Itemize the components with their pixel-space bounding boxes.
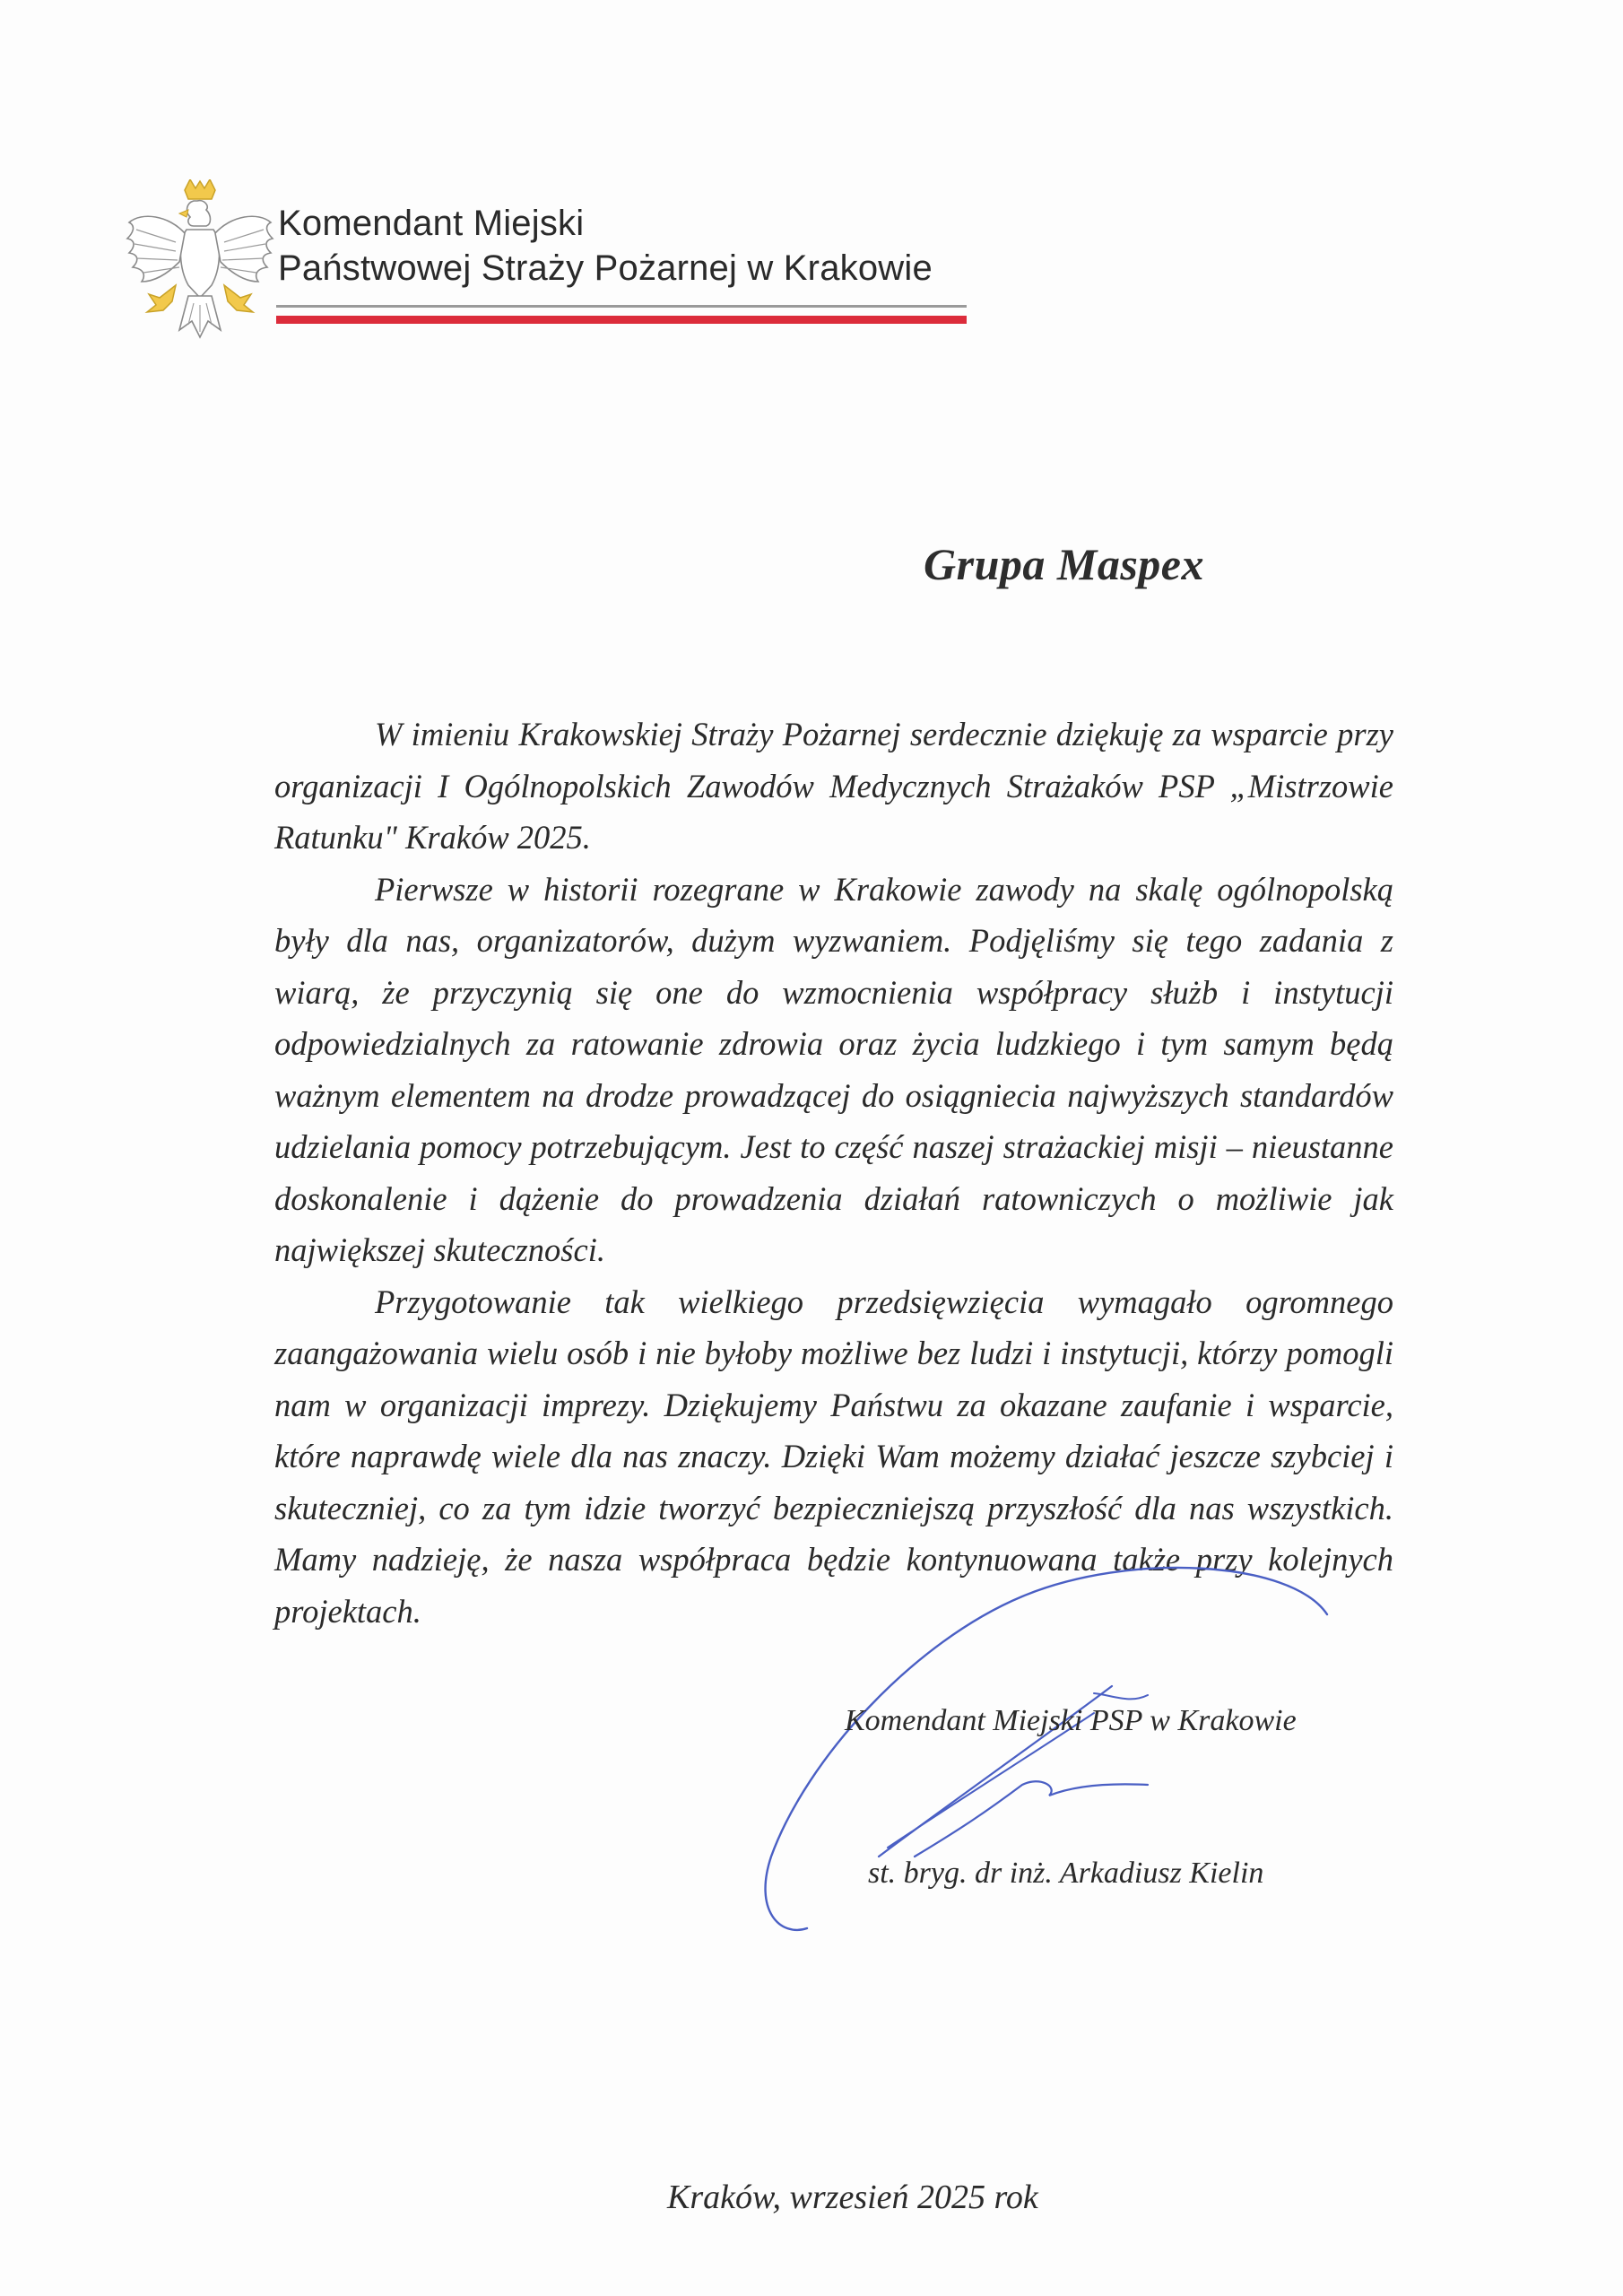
- header-rule-gray: [276, 305, 967, 308]
- institution-header: [278, 201, 933, 291]
- header-title-line1: Komendant Miejski: [278, 204, 585, 243]
- header-rule-red: [276, 316, 967, 324]
- place-and-date: Kraków, wrzesień 2025 rok: [667, 2179, 1038, 2216]
- header-title-line2: Państwowej Straży Pożarnej w Krakowie: [278, 248, 933, 288]
- body-paragraph: Pierwsze w historii rozegrane w Krakowie zawody na skalę ogólnopolską były dla nas, organizatorów, dużym wyzwaniem. Podjęliśmy się tego zadania z wiarą, że przyczynią się one do wzmocnienia współpracy służb i instytucji odpowiedzialnych za ratowanie zdrowia oraz życia ludzkiego i tym samym będą ważnym elementem na drodze prowadzącej do osiągniecia najwyższych standardów udzielania pomocy potrzebującym. Jest to część naszej strażackiej misji – nieustanne doskonalenie i dążenie do prowadzenia działań ratowniczych o możliwie jak największej skuteczności.: [274, 870, 1393, 1268]
- body-paragraph: W imieniu Krakowskiej Straży Pożarnej serdecznie dziękuję za wsparcie przy organizacji I Ogólnopolskich Zawodów Medycznych Strażaków PSP „Mistrzowie Ratunku" Kraków 2025.: [274, 716, 1393, 856]
- signatory-name: st. bryg. dr inż. Arkadiusz Kielin: [868, 1857, 1264, 1890]
- letter-body: [274, 709, 1393, 1637]
- signatory-title: Komendant Miejski PSP w Krakowie: [845, 1704, 1297, 1737]
- polish-eagle-emblem-icon: [124, 179, 276, 345]
- recipient: Grupa Maspex: [924, 539, 1204, 589]
- handwritten-signature: [753, 1561, 1345, 1955]
- body-paragraph: Przygotowanie tak wielkiego przedsięwzięcia wymagało ogromnego zaangażowania wielu osób i nie byłoby możliwe bez ludzi i instytucji, którzy pomogli nam w organizacji imprezy. Dziękujemy Państwu za okazane zaufanie i wsparcie, które naprawdę wiele dla nas znaczy. Dzięki Wam możemy działać jeszcze szybciej i skuteczniej, co za tym idzie tworzyć bezpieczniejszą przyszłość dla nas wszystkich. Mamy nadzieję, że nasza współpraca będzie kontynuowana także przy kolejnych projektach.: [274, 1283, 1393, 1630]
